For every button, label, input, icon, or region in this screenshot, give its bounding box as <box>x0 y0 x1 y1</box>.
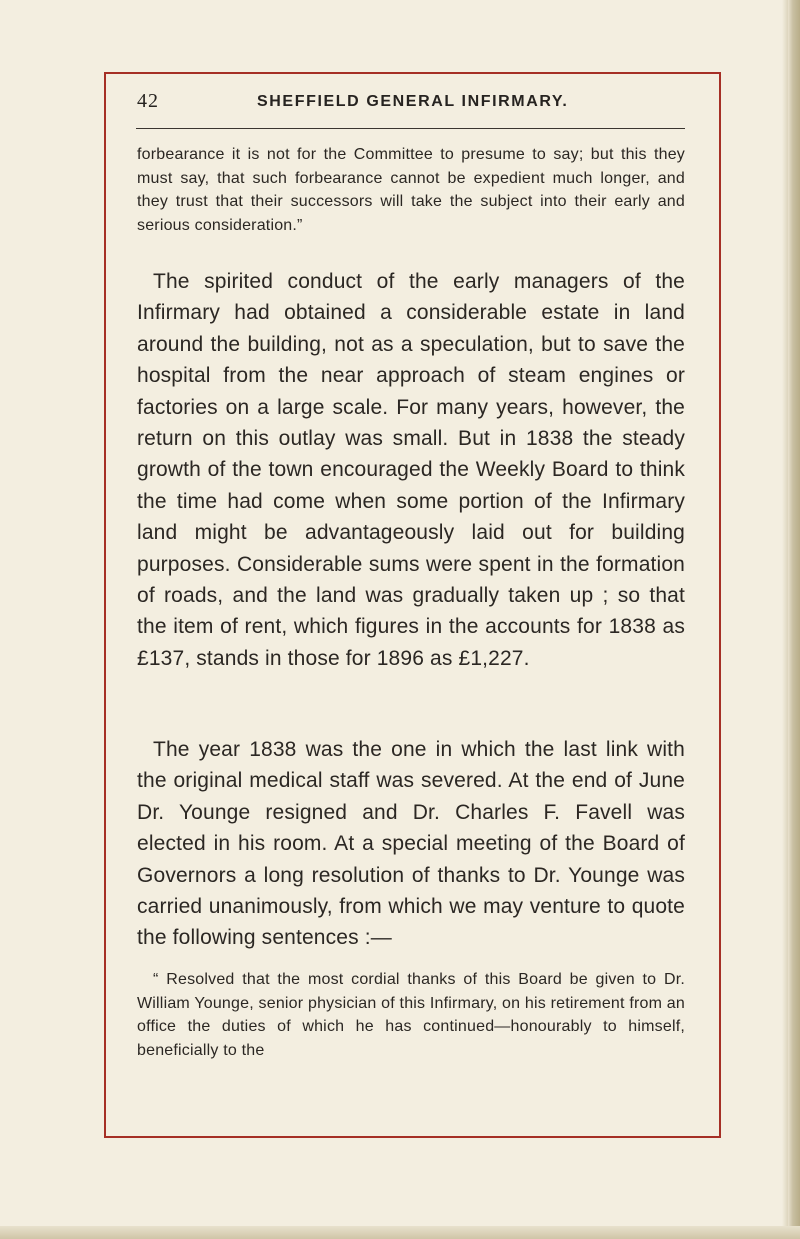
page-header <box>104 90 704 118</box>
body-paragraph-medical-staff: The year 1838 was the one in which the last link with the original medical staff was severed. At the end of June Dr. Younge resigned and Dr. Charles F. Favell was elected in his room. At a special meeting of the Board of Governors a long resolution of thanks to Dr. Younge was carried unanimously, from which we may venture to quote the following sentences :— <box>137 738 685 950</box>
page-number: 42 <box>137 90 159 112</box>
page-edge <box>788 0 800 1239</box>
quoted-paragraph-continuation: forbearance it is not for the Committee to presume to say; but this they must say, that such forbearance cannot be expedient much longer, and they trust that their successors will take the subject into their early and serious consideration.” <box>137 146 685 234</box>
body-paragraph-estate: The spirited conduct of the early managers of the Infirmary had obtained a considerable estate in land around the building, not as a speculation, but to save the hospital from the near approach of steam engines or factories on a large scale. For many years, however, the return on this outlay was small. But in 1838 the steady growth of the town encouraged the Weekly Board to think the time had come when some portion of the Infirmary land might be advantageously laid out for building purposes. Considerable sums were spent in the formation of roads, and the land was gradually taken up ; so that the item of rent, which figures in the accounts for 1838 as £137, stands in those for 1896 as £1,227. <box>137 270 685 670</box>
quoted-resolution: “ Resolved that the most cordial thanks of this Board be given to Dr. William Younge, senior physician of this Infirmary, on his retirement from an office the duties of which he has continued—honourably to himself, beneficially to the <box>137 971 685 1059</box>
header-rule <box>136 128 685 129</box>
running-title: SHEFFIELD GENERAL INFIRMARY. <box>257 93 569 110</box>
page-bottom-edge <box>0 1226 800 1239</box>
